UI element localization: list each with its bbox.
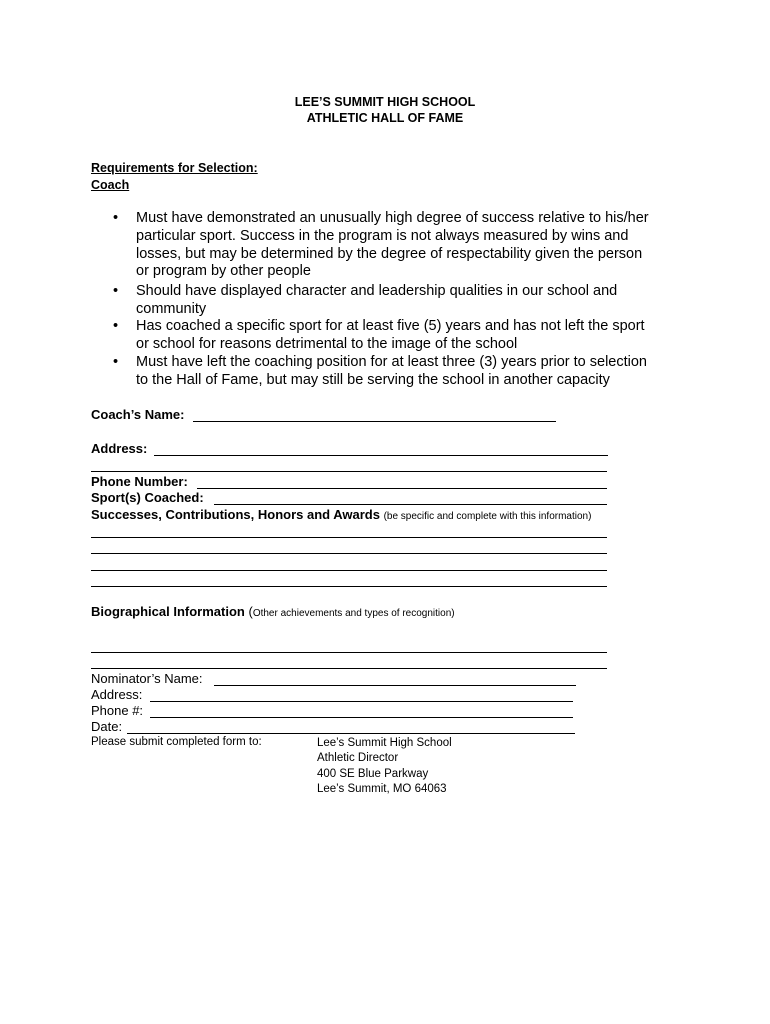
requirements-subheading: Coach xyxy=(91,178,130,192)
address-line: Athletic Director xyxy=(317,752,399,765)
requirement-text xyxy=(136,318,645,354)
bullet-icon: • xyxy=(113,283,119,299)
phone-number-field[interactable] xyxy=(197,488,607,489)
successes-label-text: Successes, Contributions, Honors and Awards xyxy=(91,507,380,522)
page-title: ATHLETIC HALL OF FAME xyxy=(306,111,464,125)
phone-number-label: Phone Number: xyxy=(91,474,188,489)
requirement-line: Should have displayed character and leadership qualities in our school and xyxy=(136,283,618,299)
address-label: Address: xyxy=(91,441,148,456)
sports-coached-field[interactable] xyxy=(214,504,607,505)
requirement-line: losses, but may be determined by the degree of respectability given the person xyxy=(136,245,643,262)
nominator-name-field[interactable] xyxy=(214,685,576,686)
requirement-line: Has coached a specific sport for at least five (5) years and has not left the sport xyxy=(136,318,645,334)
sports-coached-label: Sport(s) Coached: xyxy=(91,490,204,505)
requirement-line: or school for reasons detrimental to the image of the school xyxy=(136,335,518,352)
submit-label: Please submit completed form to: xyxy=(91,736,262,748)
successes-label xyxy=(91,507,591,522)
biographical-note: Other achievements and types of recognition) xyxy=(252,608,455,619)
address-line: Lee’s Summit High School xyxy=(317,737,452,749)
requirement-line: or program by other people xyxy=(136,263,311,280)
requirements-heading: Requirements for Selection: xyxy=(91,161,258,175)
successes-field-line[interactable] xyxy=(91,553,607,554)
nominator-address-label: Address: xyxy=(91,687,143,702)
address-field-line-2[interactable] xyxy=(91,471,607,472)
nominator-phone-label: Phone #: xyxy=(91,703,144,718)
biographical-label-text: Biographical Information xyxy=(91,604,245,619)
requirement-line: Must have demonstrated an unusually high degree of success relative to his/her xyxy=(136,210,649,226)
successes-note: (be specific and complete with this information) xyxy=(383,511,592,522)
school-name: LEE’S SUMMIT HIGH SCHOOL xyxy=(294,95,476,109)
requirement-text xyxy=(136,354,647,390)
biographical-field-line[interactable] xyxy=(91,668,607,669)
requirement-text xyxy=(136,283,617,319)
bullet-icon: • xyxy=(113,210,119,226)
address-line: 400 SE Blue Parkway xyxy=(317,767,429,780)
submit-address xyxy=(317,736,452,797)
requirement-text xyxy=(136,210,649,281)
bullet-icon: • xyxy=(113,318,119,334)
nominator-name-label: Nominator’s Name: xyxy=(91,671,203,686)
biographical-label xyxy=(91,604,455,619)
bullet-icon: • xyxy=(113,354,119,370)
successes-field-line[interactable] xyxy=(91,586,607,587)
nominator-address-field[interactable] xyxy=(150,701,573,702)
requirement-line: community xyxy=(136,300,207,317)
requirement-line: particular sport. Success in the program is not always measured by wins and xyxy=(136,227,629,244)
biographical-paren: ( xyxy=(248,604,253,619)
successes-field-line[interactable] xyxy=(91,570,607,571)
nominator-phone-field[interactable] xyxy=(150,717,573,718)
successes-field-line[interactable] xyxy=(91,537,607,538)
date-field[interactable] xyxy=(127,733,575,734)
address-field[interactable] xyxy=(154,455,608,456)
address-line: Lee’s Summit, MO 64063 xyxy=(317,782,447,795)
date-label: Date: xyxy=(91,719,123,734)
requirement-line: Must have left the coaching position for at least three (3) years prior to selection xyxy=(136,354,647,370)
biographical-field-line[interactable] xyxy=(91,652,607,653)
coach-name-field[interactable] xyxy=(193,421,556,422)
coach-name-label: Coach’s Name: xyxy=(91,407,185,422)
requirement-line: to the Hall of Fame, but may still be serving the school in another capacity xyxy=(136,371,610,388)
